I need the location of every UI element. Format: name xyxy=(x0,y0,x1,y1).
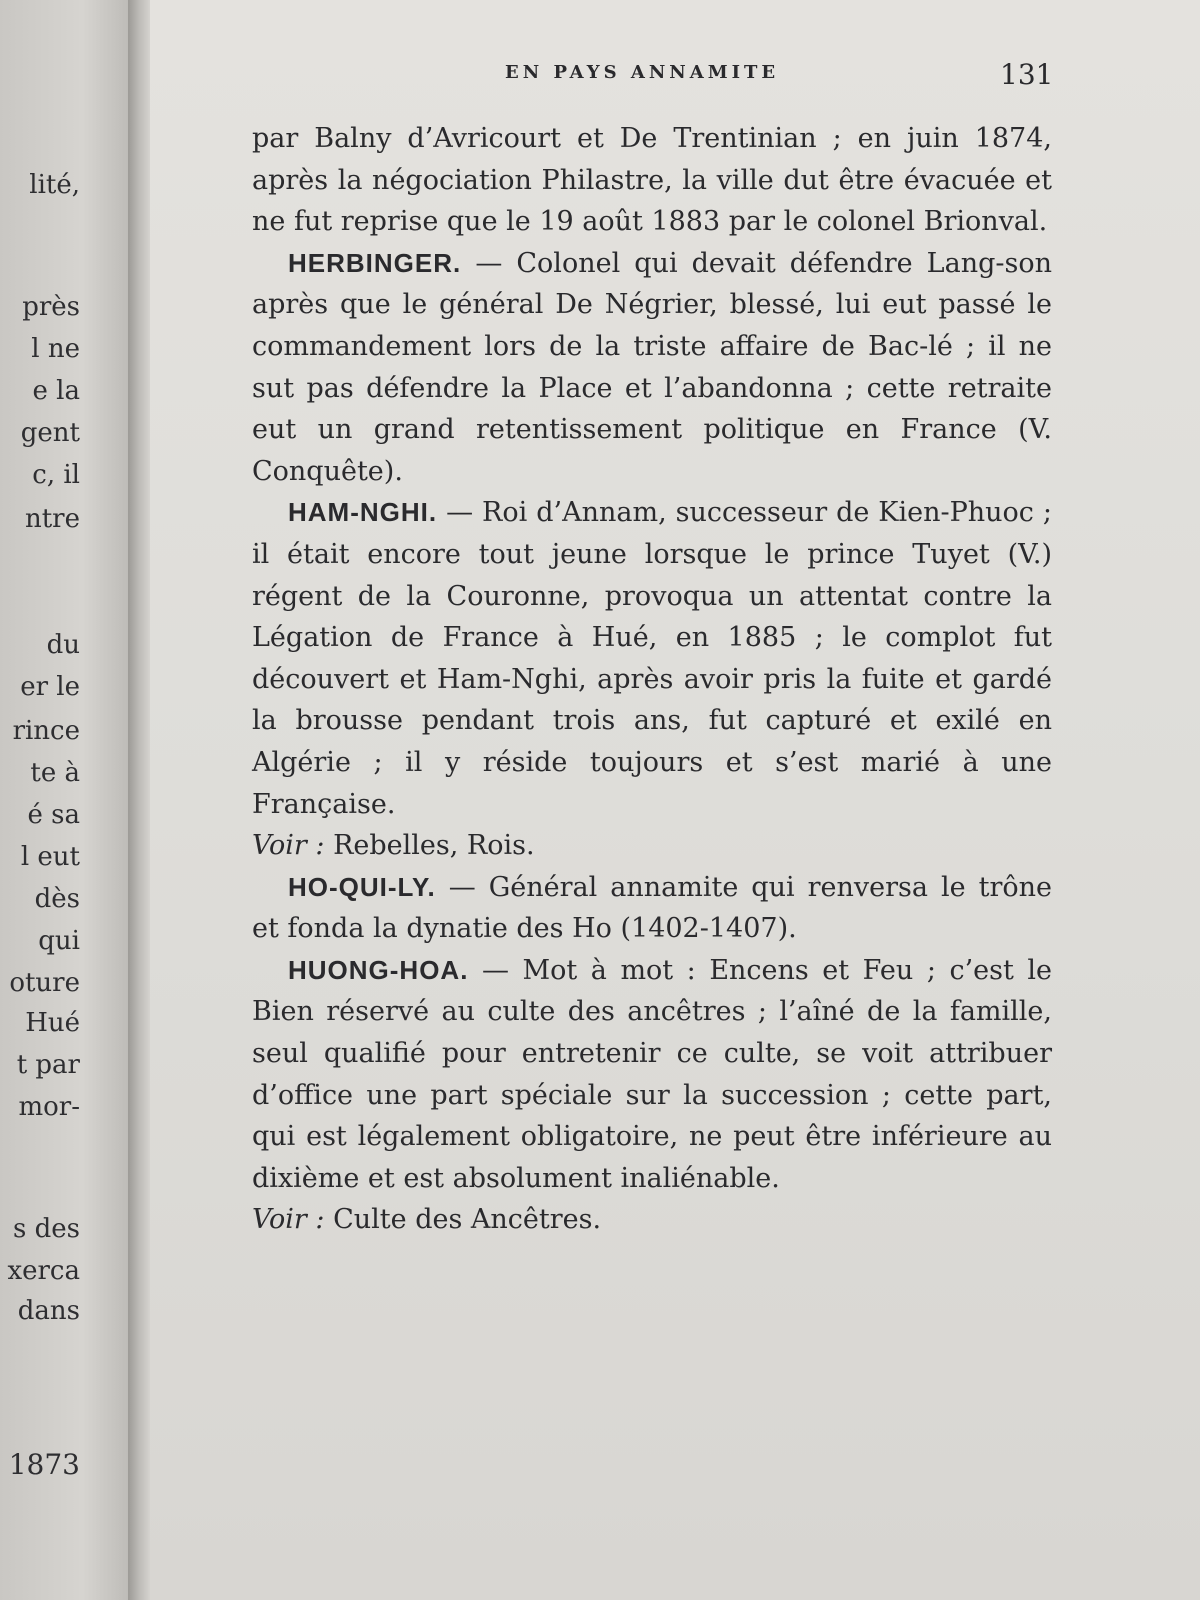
entry-text: — Roi d’Annam, successeur de Kien-Phuoc ; il était encore tout jeune lorsque le prince Tuyet (V.) régent de la Couronne, provoqua un attentat contre la Légation de France à Hué, en 1885 ; le complot fut découvert et Ham-Nghi, après avoir pris la fuite et gardé la brousse pendant trois ans, fut capturé et exilé en Algérie ; il y réside toujours et s’est marié à une Française. xyxy=(252,497,1052,820)
left-page-fragment: s des xyxy=(13,1214,80,1244)
see-also-text: Culte des Ancêtres. xyxy=(333,1204,602,1236)
left-page-fragment: qui xyxy=(38,926,80,956)
entry-text: — Colonel qui devait défendre Lang-son après que le général De Négrier, blessé, lui eut passé le commandement lors de la triste affaire de Bac-lé ; il ne sut pas défendre la Place et l’abandonna ; cette retraite eut un grand retentissement politique en France (V. Conquête). xyxy=(252,247,1052,487)
entry-text: — Général annamite qui renversa le trône et fonda la dynatie des Ho (1402-1407). xyxy=(252,871,1052,945)
left-page-fragment: gent xyxy=(20,418,80,448)
left-page-fragment: t par xyxy=(16,1050,80,1080)
see-also-label: Voir : xyxy=(252,830,325,862)
running-header: EN PAYS ANNAMITE xyxy=(505,62,780,83)
left-page-fragment: dans xyxy=(17,1296,80,1326)
left-page-fragment: près xyxy=(22,292,80,322)
left-page-fragment: é sa xyxy=(27,800,80,830)
left-page-fragment: er le xyxy=(20,672,80,702)
see-also-line xyxy=(252,1199,1052,1241)
entry-term: HUONG-HOA. xyxy=(288,954,469,985)
entry-herbinger xyxy=(252,243,1052,493)
see-also-text: Rebelles, Rois. xyxy=(333,830,535,862)
entry-huong-hoa xyxy=(252,950,1052,1200)
left-page-fragment: oture xyxy=(9,968,80,998)
page-content xyxy=(252,118,1052,1241)
left-page-fragment: 1873 xyxy=(8,1448,80,1481)
left-page-fragment: Hué xyxy=(25,1008,80,1038)
see-also-line xyxy=(252,825,1052,867)
entry-term: HO-QUI-LY. xyxy=(288,871,436,902)
left-page-fragment: te à xyxy=(30,758,80,788)
entry-ham-nghi xyxy=(252,492,1052,825)
left-page-fragment: lité, xyxy=(29,170,80,200)
entry-text: — Mot à mot : Encens et Feu ; c’est le Bien réservé au culte des ancêtres ; l’aîné de la famille, seul qualifié pour entretenir ce culte, se voit attribuer d’office une part spéciale sur la succession ; cette part, qui est légalement obligatoire, ne peut être inférieure au dixième et est absolument inaliénable. xyxy=(252,954,1052,1194)
see-also-label: Voir : xyxy=(252,1204,325,1236)
left-page-fragment: e la xyxy=(32,376,80,406)
page-number: 131 xyxy=(1000,58,1054,91)
left-page-fragment: c, il xyxy=(32,460,80,490)
left-page-fragment: mor- xyxy=(18,1092,80,1122)
intro-paragraph: par Balny d’Avricourt et De Trentinian ; en juin 1874, après la négociation Philastre, la ville dut être évacuée et ne fut reprise que le 19 août 1883 par le colonel Brionval. xyxy=(252,123,1052,238)
entry-ho-qui-ly xyxy=(252,867,1052,950)
left-page-fragment: rince xyxy=(12,716,80,746)
left-page-fragment: xerca xyxy=(7,1256,80,1286)
left-page-fragment: du xyxy=(46,630,80,660)
left-page xyxy=(0,0,138,1600)
entry-term: HAM-NGHI. xyxy=(288,497,438,528)
left-page-fragment: dès xyxy=(34,884,80,914)
left-page-fragment: l eut xyxy=(20,842,80,872)
left-page-fragment: ntre xyxy=(24,504,80,534)
left-page-fragment: l ne xyxy=(31,334,80,364)
entry-term: HERBINGER. xyxy=(288,247,462,278)
